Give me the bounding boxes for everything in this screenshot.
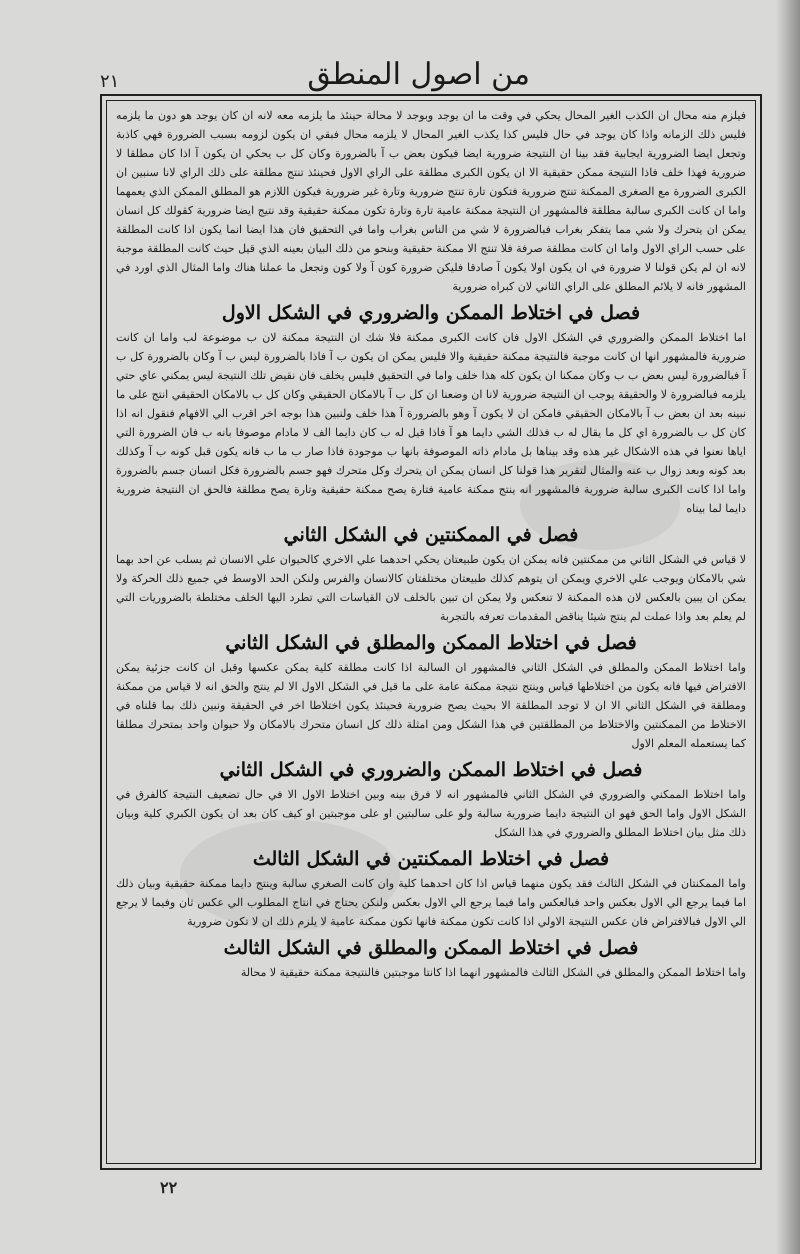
running-title: من اصول المنطق [307, 57, 530, 92]
section-heading: فصل في اختلاط الممكن والضروري في الشكل الاول [221, 302, 641, 324]
paragraph: واما الممكنتان في الشكل الثالث فقد يكون منهما قياس اذا كان احدهما كلية وان كانت الصغري سالبة وينتج دايما ممكنة حقيقية وبيان ذلك اما فيما يرجع الي الاول بعكس واحد فبالعكس واما فيما يرجع الي الاول بعكس ولنكن يحتاج في انتاج المطلوب الي عكس ثان وفيما لا يرجع الي الاول فبالافتراض فان عكس النتيجة الاولي اذا كانت تكون ممكنة فانها تكون ممكنة عامية لا يلزم ذلك ان لا تكون ضرورية [116, 877, 746, 928]
page-number-top: ٢١ [100, 71, 120, 92]
running-header [100, 28, 760, 92]
section-heading: فصل في اختلاط الممكنتين في الشكل الثالث [252, 848, 610, 870]
section-heading: فصل في اختلاط الممكن والمطلق في الشكل الثاني [225, 632, 637, 654]
spine-shadow [776, 0, 800, 1254]
section-heading: فصل في اختلاط الممكن والضروري في الشكل الثاني [219, 759, 643, 781]
text-frame [100, 94, 762, 1170]
section-heading: فصل في اختلاط الممكن والمطلق في الشكل الثالث [223, 937, 639, 959]
paragraph: لا قياس في الشكل الثاني من ممكنتين فانه يمكن ان يكون طبيعتان يحكي احدهما علي الاخري كالحيوان علي الانسان ثم يسلب عن احد بهما شي بالامكان ويوجب علي الاخري ويمكن ان يتوهم كذلك طبيعتان مختلفتان كالانسان والفرس ولنكن الحد الاوسط في جميع ذلك الحركة ولا يمكن ان يبين بالعكس لان هذه الممكنة لا تنعكس ولا يمكن ان تبين بالخلف لان القياسات التي تطرد اليها الخلف مختلطة بالضروريات التي لم يعلم بعد واذا عملت لم ينتج شيئا يناقض المقدمات تعرفه بالتجربة [116, 553, 746, 623]
text-body [116, 106, 746, 1160]
page-number-bottom: ٢٢ [160, 1178, 178, 1197]
paragraph: فيلزم منه محال ان الكذب الغير المحال يحكي في وقت ما ان يوجد وبوجد لا محالة حينئذ ما يلزمه معه لانه ان كان يوجد هو دون ما يلزمه فليس ذلك الزمانه واذا كان يوجد في حال فليس كذا يكذب الغير المحال لا يلزمه محال فبقي ان يكون لزومه بسبب الضرورة فهي كاذبة وتجعل ايضا الضرورية ايجابية فقد بينا ان النتيجة ضرورية ايضا فيكون بعض ب آ بالضرورة وكان كل ب يحكي ان يكون آ اذا كان مطلقا لا ضرورية فهذا خلف فاذا النتيجة ممكن حقيقية الا ان يكون الكبرى مطلقة على الراي الاول فحينئذ تنتج مطلقة على ذلك الراي لانا سنبين ان الكبرى الضرورة مع الصغرى الممكنة تنتج ضرورية فتكون تارة تنتج ضرورية وتارة غير ضرورية فيكون اللازم هو المطلق الممكن الذي يعمهما واما ان كانت الكبرى سالبة مطلقة فالمشهور ان النتيجة ممكنة عامية تارة وتارة تكون ممكنة حقيقية وقد نتيج ايضا ضرورية كقولك كل انسان يمكن ان يتحرك ولا شي مما يتفكر بغراب فبالضرورة لا شي من الناس بغراب واما في التحقيق فان هذا ايضا انما يكون اذا كانت المطلقة على حسب الراي الاول واما ان كانت مطلقة صرفة فلا تنتج الا ممكنة حقيقية وبنحو من ذلك البيان بعينه الذي قيل حيث كانت المطلقة موجبة لانه ان لم يكن قولنا لا ضرورة في ان يكون اولا يكون آ صادقا فليكن ضرورة كون آ ولا كون وتجعل ما عملنا هناك واما المثال الذي اورد في المشهور فانه لا يلائم المطلق على الراي الثاني لان كبراه ضرورية [116, 109, 746, 293]
paragraph: واما اختلاط الممكن والمطلق في الشكل الثاني فالمشهور ان السالبة اذا كانت مطلقة كلية يمكن عكسها وقبل ان كانت جزئية يمكن الافتراض فيها فانه يكون من اختلاطها قياس وينتج نتيجة ممكنة عامة على ما قيل في الشكل الاول الا لم ينتج والحق انه لا قياس من ممكنة ومطلقة في الشكل الثاني الا ان لا توجد المطلقة الا بحيث يصح ضرورية فحينئذ يكون اختلاطا اخر في الحقيقة ونبين ذلك بما قلناه في الاختلاط من الممكنتين والاختلاط من المطلقتين في هذا الشكل ومن امثلة ذلك كل انسان متحرك بالامكان ولا حيوان واحد بمتحرك مطلقا كما يستعمله المعلم الاول [116, 661, 746, 750]
paragraph: واما اختلاط الممكني والضروري في الشكل الثاني فالمشهور انه لا فرق بينه وبين اختلاط الاول الا في حال تضعيف النتيجة كالفرق في الشكل الاول واما الحق فهو ان النتيجة دايما ضرورية سالبة ولو على سالبتين او على موجبتين او كيف كان بعد ان يكون الكبري كلية وبيان ذلك مثل بيان اختلاط المطلق والضروري في هذا الشكل [116, 788, 746, 839]
paragraph: اما اختلاط الممكن والضروري في الشكل الاول فان كانت الكبرى ممكنة فلا شك ان النتيجة ممكنة لان ب موضوعة لب واما ان كانت ضرورية فالمشهور انها ان كانت موجبة فالنتيجة ممكنة حقيقية والا فليس يمكن ان يكون ب آ فاذا بالضرورة ليس ب آ وكان بالضرورة كل ب آ فبالضرورة ليس بعض ب ب وكان ممكنا ان يكون كله هذا خلف واما في التحقيق فليس يخلف فان نقيض تلك النتيجة ليس يمكني عاي حتي يلزمه فبالضرورة لا والحقيقة يوجب ان النتيجة ضرورية لانا ان وضعنا ان كل ب آ بالامكان الحقيقي وكان كل ب بالامكان الحقيقي انتج على ما نبينه بعد ان بعض ب آ بالامكان الحقيقي فامكن ان لا يكون آ وهو بالضرورة آ هذا خلف ولنبين هذا بوجه اخر اقرب الي الافهام فنقول انه اذا كان كل ب بالضرورة اي كل ما يقال له ب فذلك الشي دايما هو آ فاذا قيل له ب كان دايما الف لا مادام موصوفا بانه ب فان الضرورة التي اياها نعنوا في هذه الاشكال غير هذه وقد بيناها بل مادام ذاته الموصوفة بانها ب موجودة فاذا صار ب ما ب فانه يكون قبل كونه ب آ وكذلك بعد كونه وبعد زوال ب عنه والمثال لتقرير هذا قولنا كل انسان يمكن ان يتحرك وكل متحرك فهو جسم بالضرورة فكل انسان جسم بالضرورة واما اذا كانت الكبرى سالبة ضرورية فالمشهور انه ينتج ممكنة عامية فتارة يصح ممكنة حقيقية وتارة يصح مطلقة فالحق ان النتيجة ضرورية دايما لما بيناه [116, 331, 746, 515]
section-heading: فصل في الممكنتين في الشكل الثاني [283, 524, 579, 546]
paragraph: واما اختلاط الممكن والمطلق في الشكل الثالث فالمشهور انهما اذا كانتا موجبتين فالنتيجة ممكنة حقيقية لا محالة [240, 966, 746, 979]
